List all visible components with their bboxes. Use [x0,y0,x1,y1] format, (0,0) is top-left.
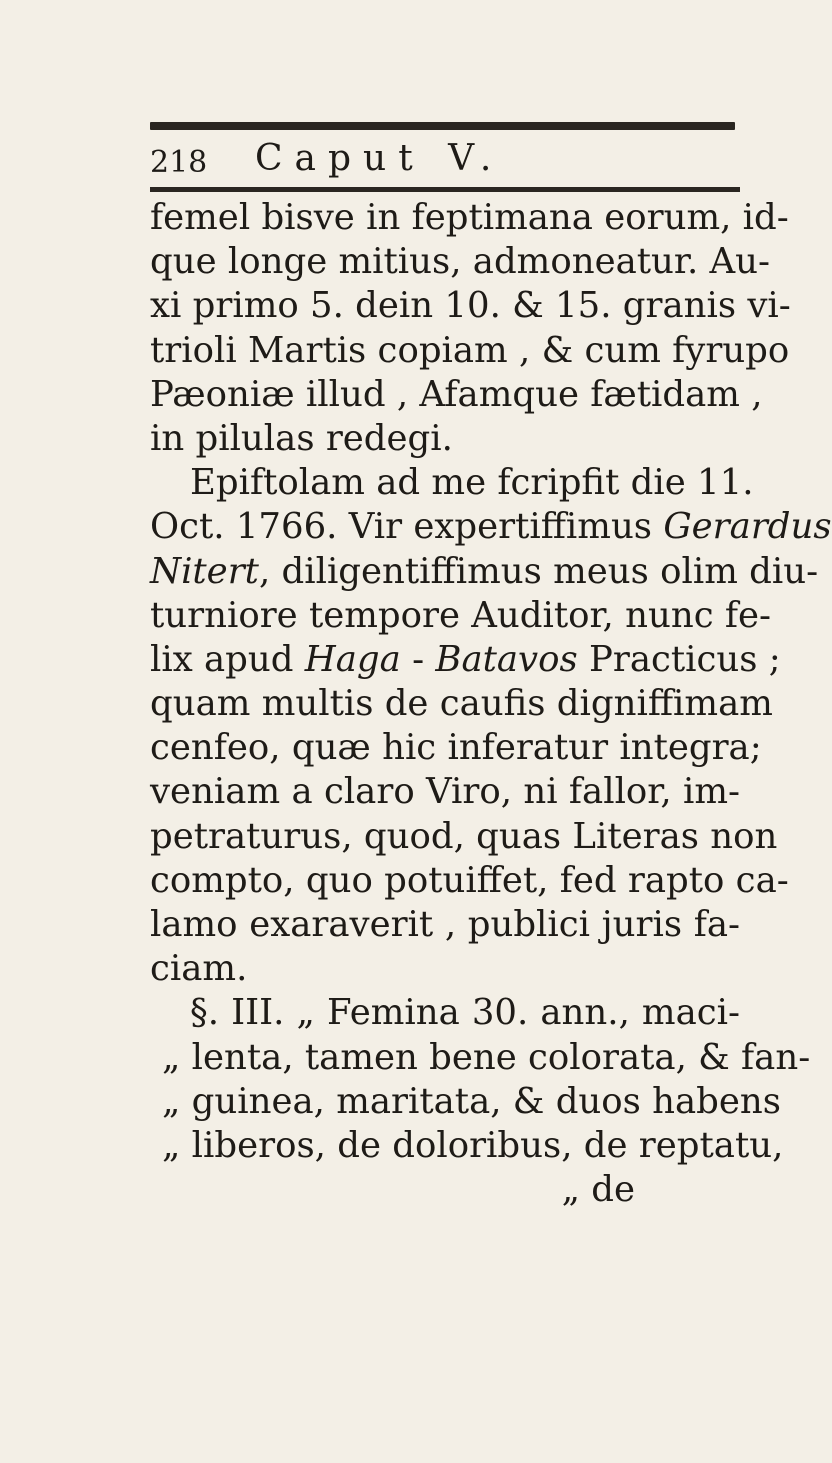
page-number: 218 [150,145,208,180]
text-line: Pæoniæ illud , Afamque fætidam , [150,373,763,415]
text-line: veniam a claro Viro, ni fallor, im- [150,771,740,813]
text-line: que longe mitius, admoneatur. Au- [150,241,771,283]
text-line: Oct. 1766. Vir expertiffimus Gerardus [150,506,832,548]
header-rule-bottom [150,187,740,192]
text-line: §. III. „ Femina 30. ann., maci- [190,992,740,1034]
text-line: compto, quo potuiffet, fed rapto ca- [150,859,789,901]
text-line: femel bisve in feptimana eorum, id- [150,197,789,238]
text-line: ciam. [150,948,248,990]
running-title: Caput V. [255,138,504,179]
text-line: lamo exaraverit , publici juris fa- [150,904,740,945]
text-line: cenfeo, quæ hic inferatur integra; [150,727,762,769]
text-line: Nitert, diligentiffimus meus olim diu- [150,550,819,592]
text-line: in pilulas redegi. [150,417,453,459]
header-rule-top [150,122,735,130]
text-line: Epiftolam ad me fcripfit die 11. [190,462,754,504]
text-line: „ liberos, de doloribus, de reptatu, [162,1124,784,1166]
text-line: trioli Martis copiam , & cum fyrupo [150,329,790,371]
text-line: lix apud Haga - Batavos Practicus ; [150,638,781,680]
text-line: quam multis de caufis digniffimam [150,683,773,725]
body-text [150,196,832,1212]
text-line: turniore tempore Auditor, nunc fe- [150,594,772,636]
text-line: petraturus, quod, quas Literas non [150,815,778,857]
text-line: „ lenta, tamen bene colorata, & fan- [162,1036,811,1078]
text-line: „ guinea, maritata, & duos habens [162,1080,781,1122]
catchword: „ de [561,1169,635,1211]
text-line: xi primo 5. dein 10. & 15. granis vi- [150,285,791,327]
page-header [150,135,740,183]
